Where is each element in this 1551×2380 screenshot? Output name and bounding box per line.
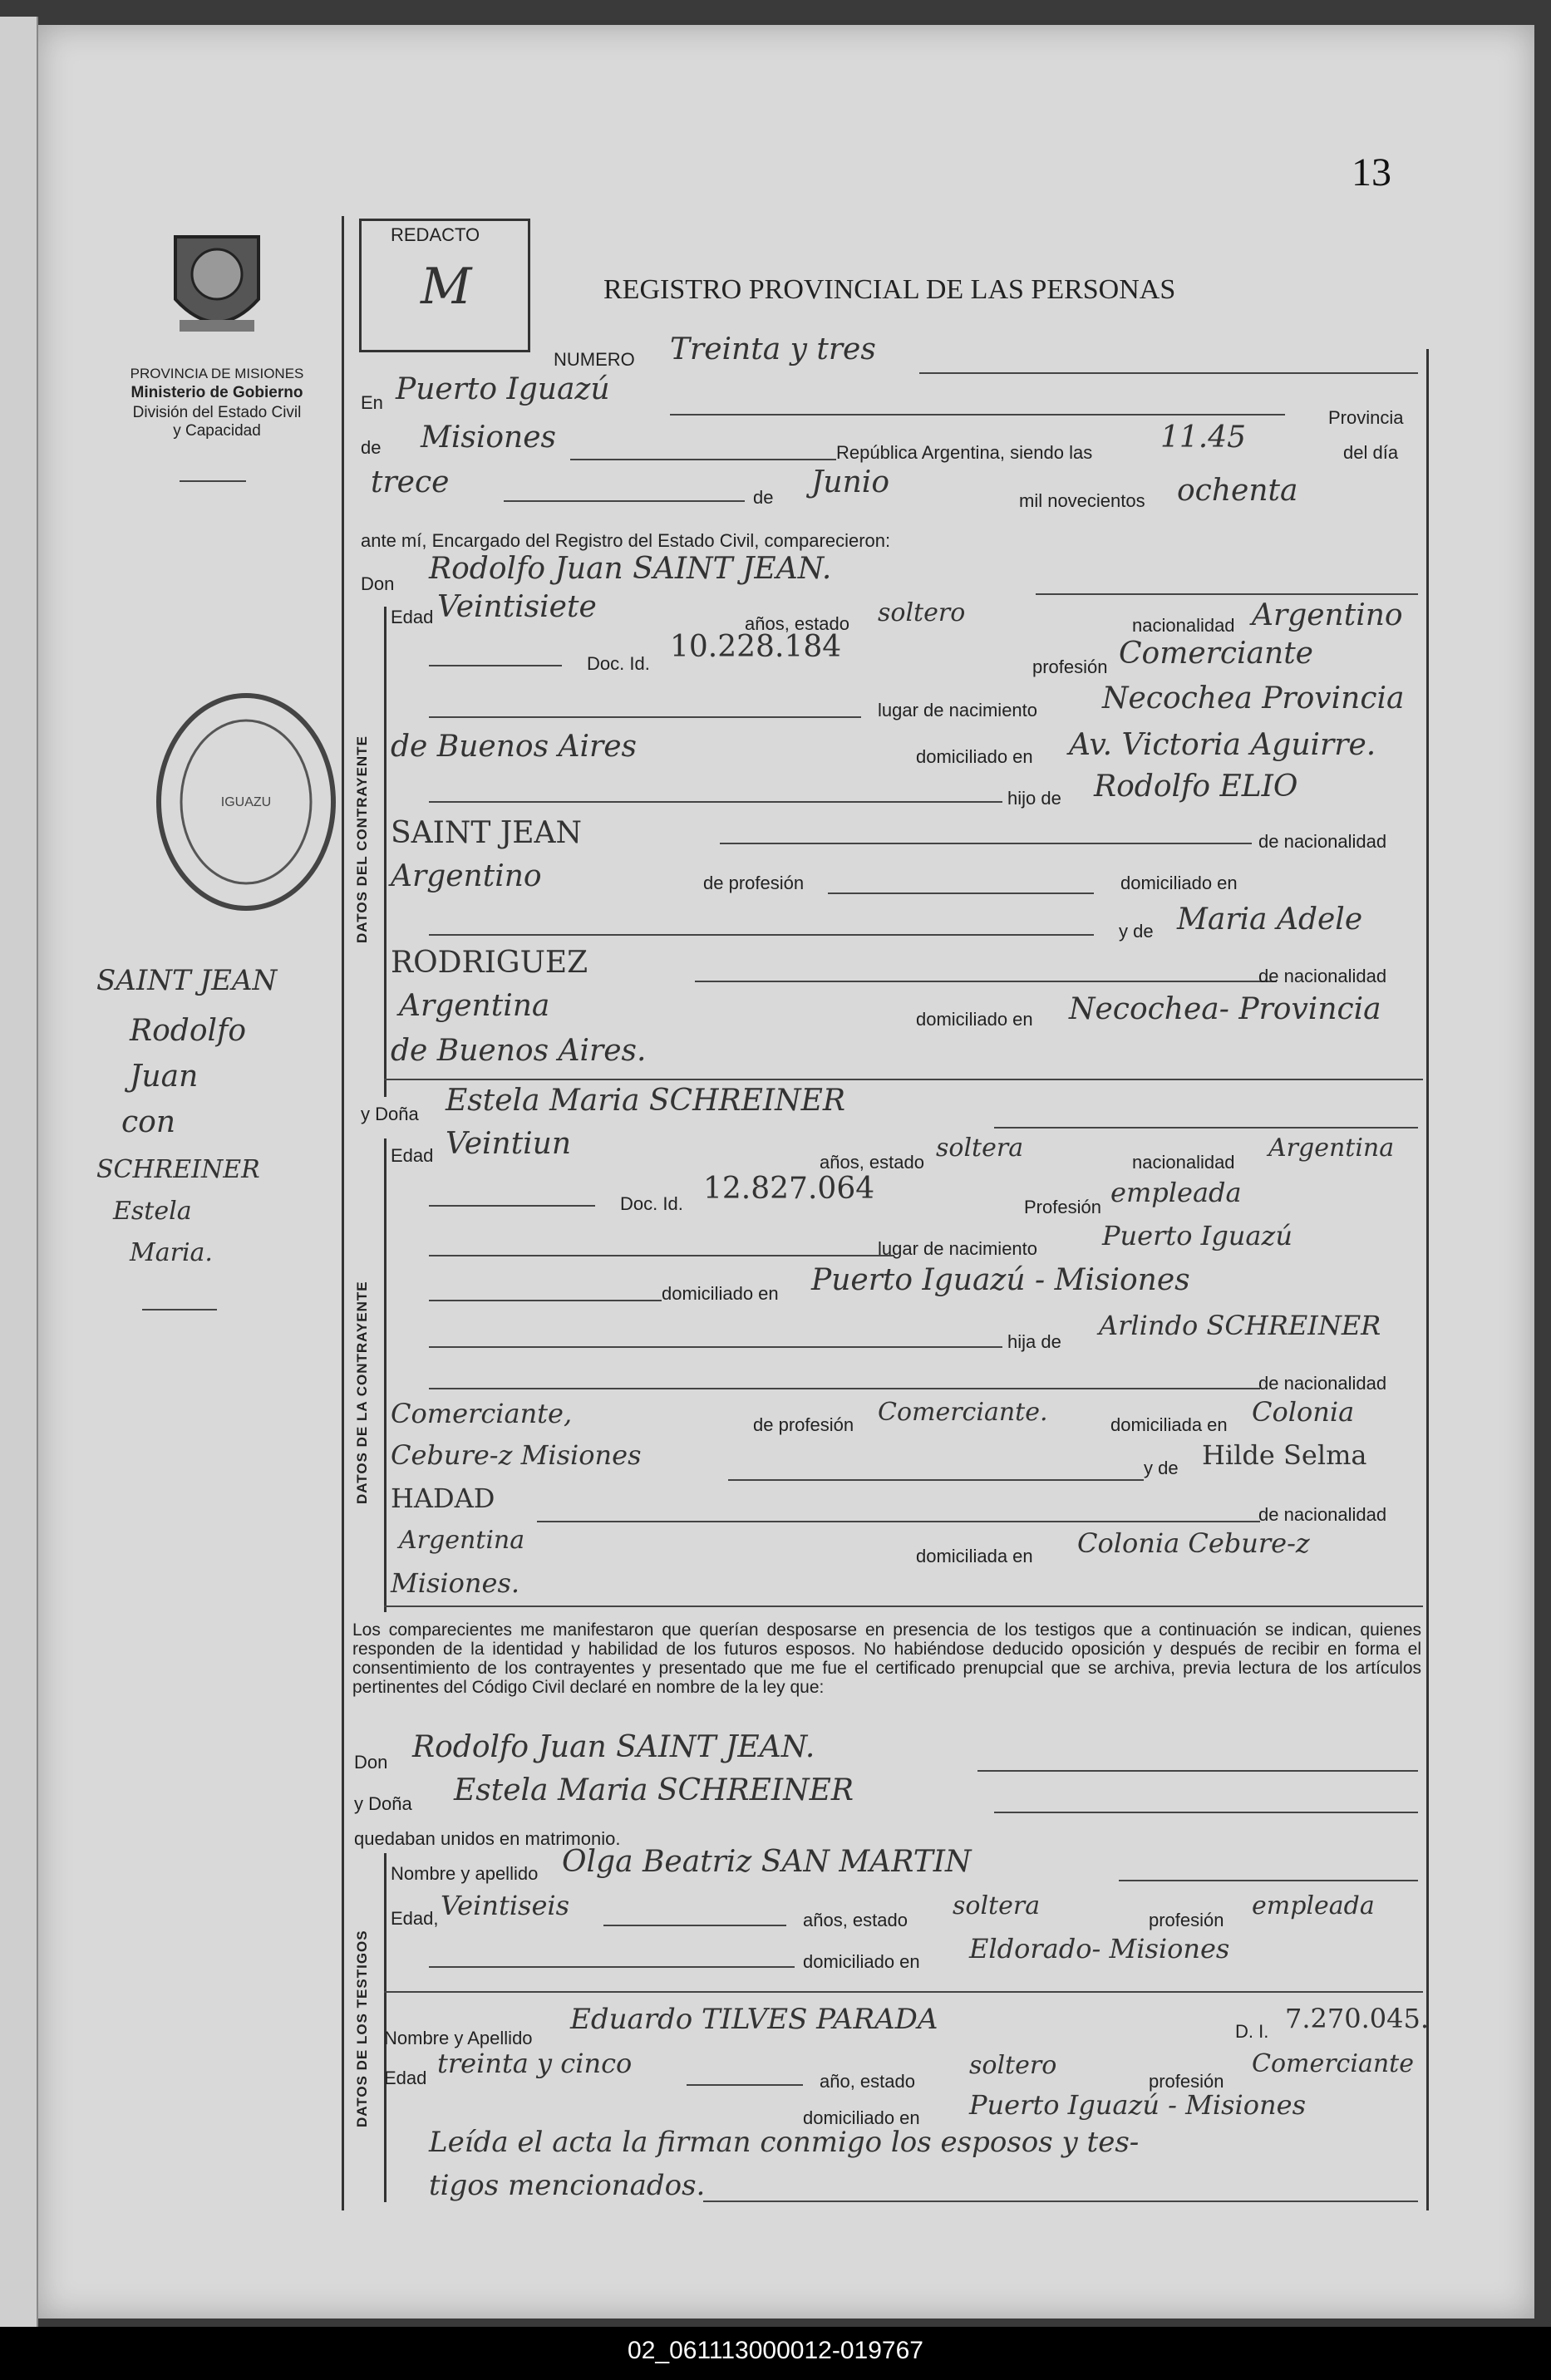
decl-dona-line <box>994 1812 1418 1813</box>
c-padre-nac-value: Argentino <box>391 859 542 893</box>
c-madre-value-2: RODRIGUEZ <box>391 946 588 980</box>
f-estado-value: soltera <box>936 1133 1024 1163</box>
page-number: 13 <box>1352 150 1391 194</box>
registry-stamp <box>150 686 342 918</box>
declaration-text: Los comparecientes me manifestaron que querían desposarse en presencia de los testigos que a continuación se indican, quienes responden de la identidad y habilidad de los futuros esposos. No habiéndose deducido oposición y después de recibir en forma el consentimiento de los contrayentes y presentado que me fue el certificado prenupcial que se archiva, previa lectura de los artículos pertinentes del Código Civil declaré en nombre de la ley que: <box>352 1620 1421 1697</box>
dia-line <box>504 500 745 502</box>
c-domiciliado-en-label: domiciliado en <box>1120 873 1238 893</box>
c-nac-value: Argentino <box>1252 598 1403 632</box>
f-nac-line <box>429 1388 1260 1389</box>
c-de-nac-label: de nacionalidad <box>1258 831 1387 852</box>
t1-estado-value: soltera <box>953 1891 1041 1920</box>
f-anios-label: años, estado <box>820 1152 924 1173</box>
mil-label: mil novecientos <box>1019 490 1145 511</box>
f-domiciliada-label: domiciliada en <box>1110 1414 1228 1435</box>
f-madre-dom-value-2: Misiones. <box>391 1567 520 1599</box>
f-padre-dom-value: Colonia <box>1252 1396 1355 1428</box>
c-hijo-label: hijo de <box>1007 788 1061 809</box>
provincia-label: Provincia <box>1328 407 1404 428</box>
de-value: Misiones <box>421 420 557 455</box>
contrayenta-section-border <box>384 1138 387 1612</box>
decl-don-value: Rodolfo Juan SAINT JEAN. <box>412 1730 815 1764</box>
t1-prof-label: profesión <box>1149 1910 1224 1930</box>
c-lugar-line-left <box>429 716 861 718</box>
c-lugar-value-2: de Buenos Aires <box>391 730 638 764</box>
c-madre-dom-value: Necochea- Provincia <box>1069 992 1381 1026</box>
margin-note-line6: Estela <box>113 1197 192 1226</box>
f-hija-label: hija de <box>1007 1331 1061 1352</box>
t2-nombre-value: Eduardo TILVES PARADA <box>570 2003 938 2036</box>
testigos-section-label: DATOS DE LOS TESTIGOS <box>354 1930 370 2127</box>
t1-edad-label: Edad, <box>391 1908 439 1929</box>
f-doc-line-left <box>429 1205 595 1207</box>
f-madre-value-2: HADAD <box>391 1483 495 1514</box>
c-prof-label: profesión <box>1032 656 1108 677</box>
f-hija-line <box>429 1346 1002 1348</box>
f-madre-nac-value: Argentina <box>399 1526 525 1555</box>
dona-line <box>994 1127 1418 1129</box>
f-doc-label: Doc. Id. <box>620 1193 683 1214</box>
f-nac-value: Argentina <box>1268 1133 1395 1163</box>
republica-label: República Argentina, siendo las <box>836 442 1093 463</box>
c-madre-line <box>429 934 1094 936</box>
c-hijo-line <box>429 801 1002 803</box>
image-label: 02_061113000012-019767 <box>628 2337 923 2364</box>
t1-dom-line-left <box>429 1966 795 1968</box>
c-padre-value-2: SAINT JEAN <box>391 816 583 850</box>
c-estado-value: soltero <box>878 598 966 627</box>
c-prof-line <box>828 893 1094 894</box>
t2-edad-line <box>687 2084 803 2086</box>
redacto-label: REDACTO <box>391 224 480 245</box>
c-prof-value: Comerciante <box>1119 637 1313 671</box>
c-doc-label: Doc. Id. <box>587 653 650 674</box>
de-label: de <box>361 437 382 458</box>
f-prof-value: empleada <box>1110 1177 1242 1208</box>
f-dom-line-left <box>429 1300 662 1301</box>
dona-label: y Doña <box>361 1104 419 1124</box>
c-dom-value: Av. Victoria Aguirre. <box>1069 728 1376 762</box>
decl-don-line <box>977 1770 1418 1772</box>
c-nac-line <box>720 843 1252 844</box>
province-coat-of-arms-icon <box>163 220 271 345</box>
c-end-line <box>384 1079 1423 1080</box>
t2-dom-value: Puerto Iguazú - Misiones <box>969 2089 1306 2121</box>
seal-province: PROVINCIA DE MISIONES <box>130 366 304 381</box>
c-doc-line-left <box>429 665 562 666</box>
margin-note-line7: Maria. <box>130 1238 213 1267</box>
f-madre-dom-label: domiciliada en <box>916 1546 1033 1566</box>
redacto-mark: M <box>421 258 472 316</box>
f-prof-label: Profesión <box>1024 1197 1101 1217</box>
c-edad-value: Veintisiete <box>437 590 597 624</box>
c-edad-label: Edad <box>391 607 434 627</box>
margin-note-line2: Rodolfo <box>130 1014 247 1048</box>
t1-dom-value: Eldorado- Misiones <box>969 1933 1230 1964</box>
f-padre-value: Arlindo SCHREINER <box>1099 1310 1381 1341</box>
f-madre-dom-value: Colonia Cebure-z <box>1077 1527 1310 1559</box>
f-padre-dom-value-2: Cebure-z Misiones <box>391 1439 642 1471</box>
c-doc-value: 10.228.184 <box>670 630 842 664</box>
dona-value: Estela Maria SCHREINER <box>446 1084 845 1118</box>
t1-nombre-line <box>1119 1880 1418 1881</box>
f-lugar-line-left <box>429 1255 894 1256</box>
f-doc-value: 12.827.064 <box>703 1172 875 1206</box>
left-border <box>342 216 344 2210</box>
margin-note-line5: SCHREINER <box>96 1155 260 1184</box>
t2-anio-label: año, estado <box>820 2071 915 2092</box>
t1-end-line <box>384 1991 1423 1993</box>
register-title: REGISTRO PROVINCIAL DE LAS PERSONAS <box>603 274 1176 305</box>
margin-note-line1: SAINT JEAN <box>96 964 278 997</box>
f-de-nac-label: de nacionalidad <box>1258 1373 1387 1394</box>
mes-value: Junio <box>811 465 889 499</box>
t2-nombre-label: Nombre y Apellido <box>384 2028 533 2048</box>
c-madre-nac-line <box>695 981 1277 982</box>
f-y-de-label: y de <box>1144 1458 1179 1478</box>
f-madre-value: Hilde Selma <box>1202 1439 1367 1471</box>
f-dom-label: domiciliado en <box>662 1283 779 1304</box>
hora-value: 11.45 <box>1160 420 1247 455</box>
contrayenta-section-label: DATOS DE LA CONTRAYENTE <box>354 1281 370 1504</box>
t2-di-label: D. I. <box>1235 2021 1269 2042</box>
t1-edad-value: Veintiseis <box>441 1890 570 1921</box>
svg-text:IGUAZU: IGUAZU <box>220 795 272 809</box>
margin-note-line3: Juan <box>130 1060 199 1094</box>
c-padre-value: Rodolfo ELIO <box>1094 770 1298 804</box>
numero-value: Treinta y tres <box>670 332 876 366</box>
f-madre-line <box>728 1479 1144 1481</box>
numero-label: NUMERO <box>554 349 635 370</box>
c-anios-label: años, estado <box>745 613 849 634</box>
t1-prof-value: empleada <box>1252 1891 1375 1920</box>
de-line <box>570 459 836 460</box>
adjacent-page-edge <box>0 17 38 2327</box>
f-madre-nac-line <box>537 1521 1260 1522</box>
c-madre-de-nac-label: de nacionalidad <box>1258 966 1387 986</box>
f-lugar-label: lugar de nacimiento <box>878 1238 1038 1259</box>
f-madre-de-nac-label: de nacionalidad <box>1258 1504 1387 1525</box>
en-value: Puerto Iguazú <box>396 372 610 406</box>
c-lugar-label: lugar de nacimiento <box>878 700 1038 720</box>
ante-text: ante mí, Encargado del Registro del Estado Civil, comparecieron: <box>361 530 891 551</box>
c-madre-dom-label: domiciliado en <box>916 1009 1033 1030</box>
c-lugar-value: Necochea Provincia <box>1102 681 1405 715</box>
t2-prof-label: profesión <box>1149 2071 1224 2092</box>
numero-line <box>919 372 1418 374</box>
f-edad-label: Edad <box>391 1145 434 1166</box>
f-de-prof-label: de profesión <box>753 1414 854 1435</box>
seal-ministry: Ministerio de Gobierno <box>130 384 303 401</box>
f-padre-prof-value: Comerciante. <box>878 1398 1048 1427</box>
don-value: Rodolfo Juan SAINT JEAN. <box>429 552 832 586</box>
t2-edad-label: Edad <box>384 2068 427 2088</box>
c-madre-dom-value-2: de Buenos Aires. <box>391 1034 647 1068</box>
c-madre-nac-value: Argentina <box>399 989 550 1023</box>
seal-divider <box>180 480 246 482</box>
t2-estado-value: soltero <box>969 2051 1057 2080</box>
seal-division-2: y Capacidad <box>173 422 261 440</box>
contrayente-section-label: DATOS DEL CONTRAYENTE <box>354 735 370 943</box>
t1-anios-label: años, estado <box>803 1910 908 1930</box>
closing-line-1: Leída el acta la firman conmigo los esposos y tes- <box>429 2126 1140 2159</box>
t2-dom-label: domiciliado en <box>803 2107 920 2128</box>
en-label: En <box>361 392 383 413</box>
t2-di-value: 7.270.045. <box>1285 2003 1430 2034</box>
t1-nombre-value: Olga Beatriz SAN MARTIN <box>562 1845 972 1879</box>
c-y-de-label: y de <box>1119 921 1154 942</box>
anio-value: ochenta <box>1177 474 1298 508</box>
decl-don-label: Don <box>354 1752 388 1773</box>
closing-end-line <box>703 2201 1418 2202</box>
don-line <box>1036 593 1418 595</box>
del-dia-label: del día <box>1343 442 1399 463</box>
closing-line-2: tigos mencionados. <box>429 2169 706 2202</box>
t1-nombre-label: Nombre y apellido <box>391 1863 539 1884</box>
de2-label: de <box>753 487 774 508</box>
t2-prof-value: Comerciante <box>1252 2049 1414 2078</box>
f-nac-label: nacionalidad <box>1132 1152 1235 1173</box>
c-nac-label: nacionalidad <box>1132 615 1235 636</box>
f-padre-nac-value: Comerciante, <box>391 1398 573 1429</box>
dia-value: trece <box>371 465 450 499</box>
right-border <box>1426 349 1429 2210</box>
c-dom-label: domiciliado en <box>916 746 1033 767</box>
decl-quedaban: quedaban unidos en matrimonio. <box>354 1828 621 1849</box>
c-de-prof-label: de profesión <box>703 873 805 893</box>
f-lugar-value: Puerto Iguazú <box>1102 1220 1292 1251</box>
f-end-line <box>384 1606 1423 1607</box>
decl-dona-value: Estela Maria SCHREINER <box>454 1773 854 1807</box>
decl-dona-label: y Doña <box>354 1793 412 1814</box>
margin-note-line4: con <box>121 1105 176 1139</box>
t2-edad-value: treinta y cinco <box>437 2048 633 2079</box>
margin-note-underline <box>142 1309 217 1310</box>
en-line <box>670 414 1285 416</box>
t1-edad-line <box>603 1925 786 1926</box>
seal-division-1: División del Estado Civil <box>132 404 302 421</box>
don-label: Don <box>361 573 395 594</box>
f-edad-value: Veintiun <box>446 1127 572 1161</box>
t1-dom-label: domiciliado en <box>803 1951 920 1972</box>
register-page <box>38 25 1534 2319</box>
f-dom-value: Puerto Iguazú - Misiones <box>811 1263 1190 1297</box>
contrayente-section-border <box>384 607 387 1097</box>
c-madre-value: Maria Adele <box>1177 902 1363 937</box>
